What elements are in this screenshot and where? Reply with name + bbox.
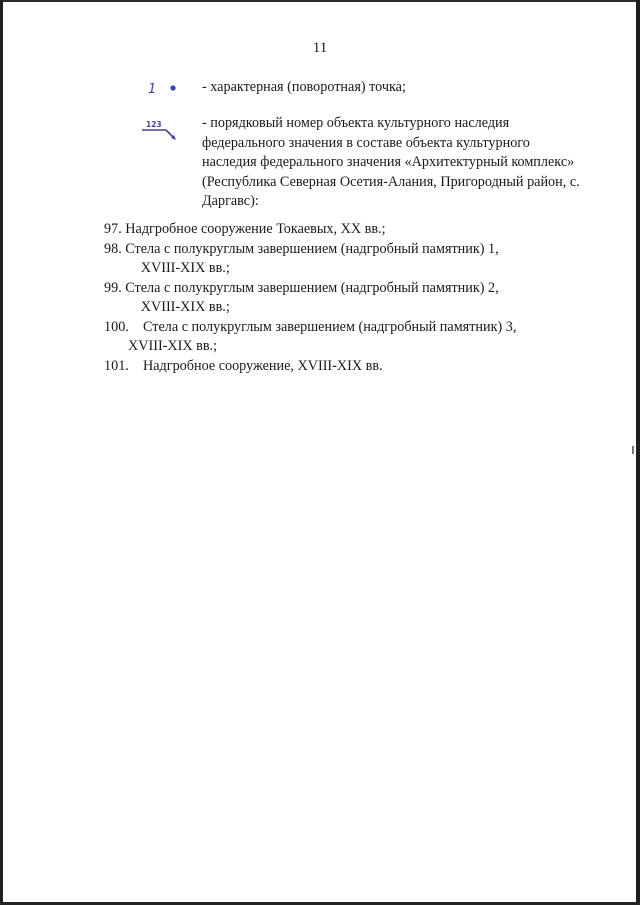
list-item: [104, 357, 584, 377]
scan-edge-right: [636, 0, 640, 905]
scan-edge-top: [0, 0, 640, 2]
number-symbol-label: 123: [146, 120, 162, 129]
object-number-callout-icon: [140, 114, 200, 144]
list-item-text: [122, 220, 584, 240]
object-list: [104, 220, 584, 376]
list-item-line: Стела с полукруглым завершением (надгробный памятник) 2,: [125, 279, 499, 296]
list-item-number: 98.: [104, 240, 122, 257]
list-item-text: [128, 318, 584, 357]
list-item-text: [122, 279, 584, 318]
characteristic-point-icon: [140, 78, 200, 108]
scan-edge-left: [0, 0, 3, 905]
list-item-number: 99.: [104, 279, 122, 296]
list-item: [104, 318, 584, 357]
point-symbol-label: 1: [148, 82, 157, 97]
legend-point-text: - характерная (поворотная) точка;: [202, 79, 406, 95]
list-item-line: XVIII-XIX вв.;: [140, 299, 230, 315]
list-item: [104, 279, 584, 318]
list-item-line: XVIII-XIX вв.;: [140, 260, 230, 276]
list-item-line: XVIII-XIX вв.;: [128, 338, 218, 354]
legend-number-text: - порядковый номер объекта культурного наследия федерального значения в составе объекта культурного наследия федерального значения «Архитектурный комплекс» (Республика Северная Осетия-Алания, Пригородный район, с. Даргавс):: [202, 115, 580, 209]
list-item: [104, 240, 584, 279]
scan-speck: [632, 446, 634, 454]
list-item-number: 101.: [104, 357, 129, 374]
list-item-text: [143, 357, 584, 377]
list-item-number: 100.: [104, 318, 129, 335]
list-item-line: Стела с полукруглым завершением (надгробный памятник) 3,: [143, 318, 517, 335]
list-item-line: Надгробное сооружение, XVIII-XIX вв.: [143, 357, 383, 374]
list-item: [104, 220, 584, 240]
page-number: 11: [312, 40, 328, 56]
list-item-text: [122, 240, 584, 279]
list-item-line: Надгробное сооружение Токаевых, XX вв.;: [125, 221, 386, 237]
list-item-line: Стела с полукруглым завершением (надгробный памятник) 1,: [125, 240, 499, 257]
list-item-number: 97.: [104, 221, 122, 237]
